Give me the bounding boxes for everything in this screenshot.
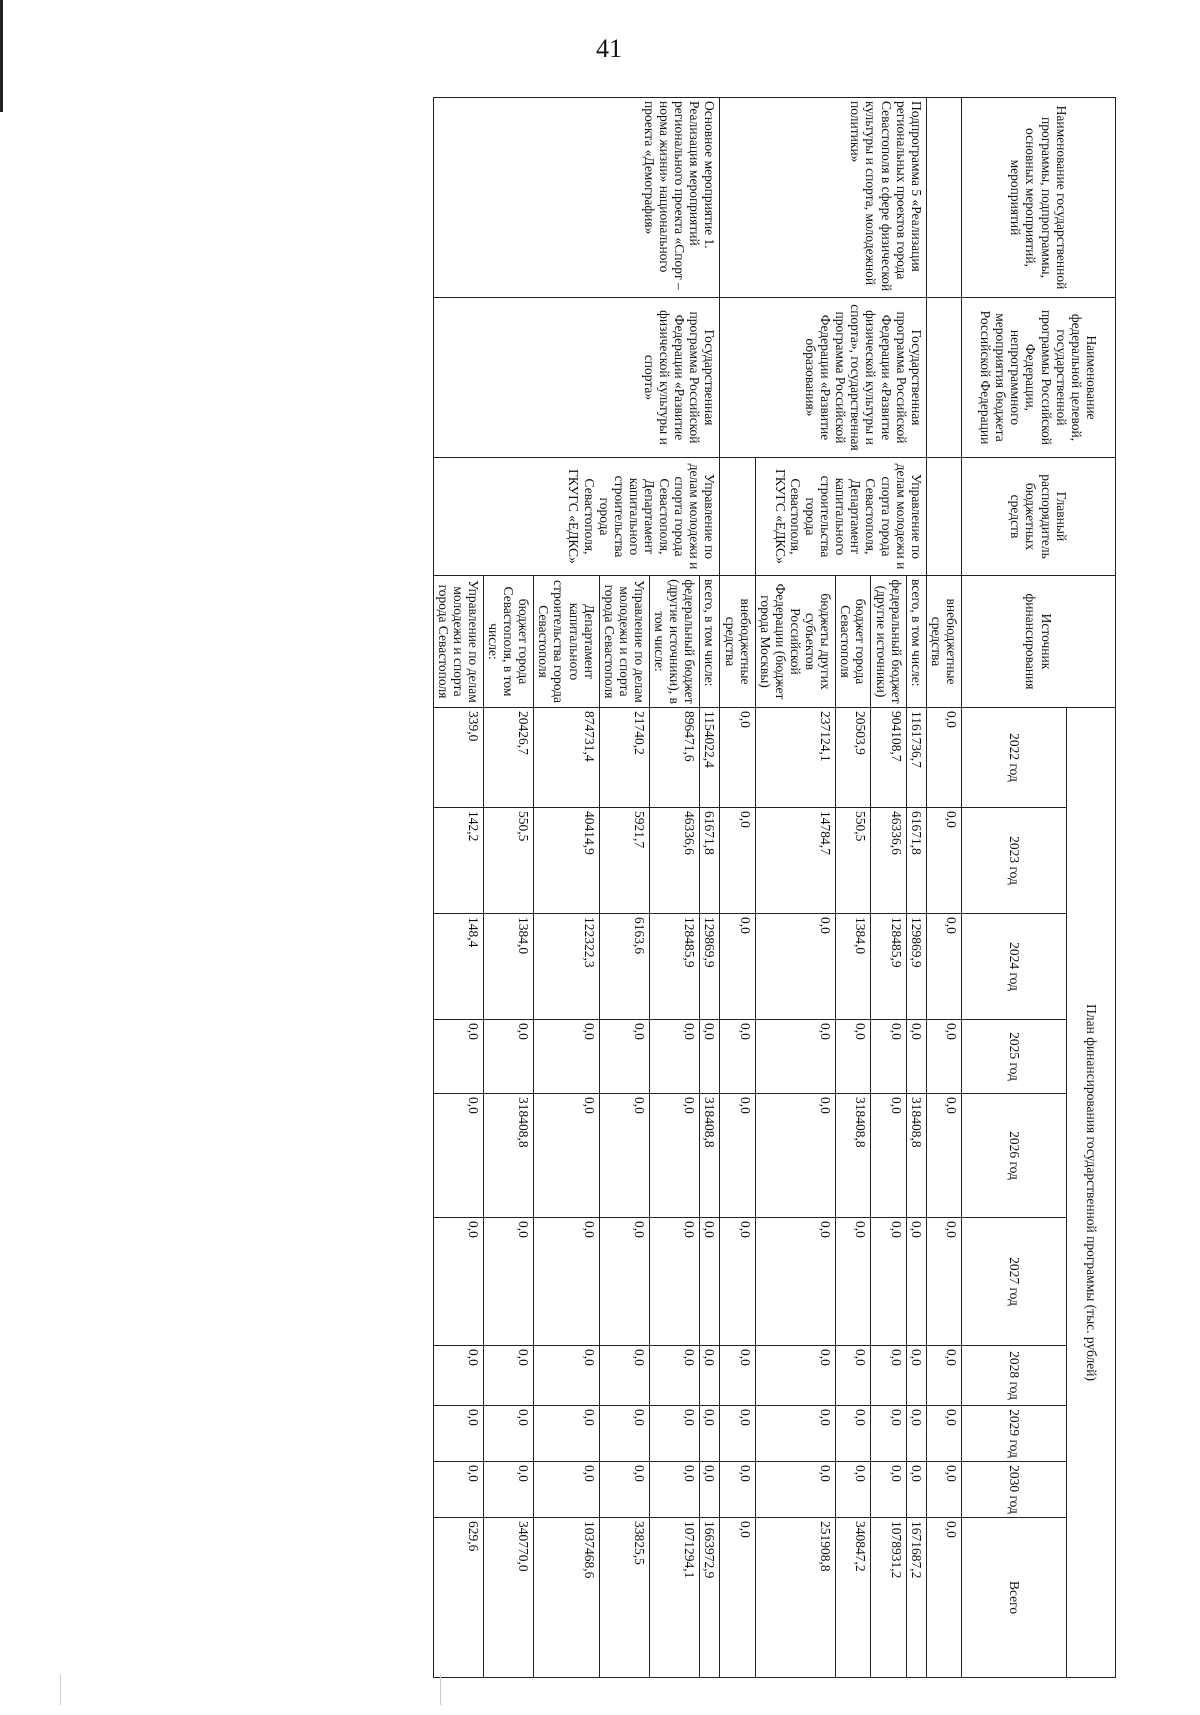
empty-cell [720, 458, 755, 576]
value-cell: 0,0 [755, 1462, 836, 1518]
header-year: 2028 год [962, 1346, 1067, 1406]
value-cell: 20426,7 [483, 708, 533, 808]
value-cell: 0,0 [720, 1346, 755, 1406]
value-cell: 0,0 [433, 1218, 483, 1346]
value-cell: 0,0 [720, 1020, 755, 1094]
value-cell: 0,0 [483, 1346, 533, 1406]
value-cell: 21740,2 [599, 708, 649, 808]
value-cell: 251908,8 [755, 1518, 836, 1678]
header-federal-program: Наименование федеральной целевой, государственной программы Российской Федерации, непрограммного мероприятия бюджета Российской Федерации [962, 298, 1116, 458]
value-cell: 0,0 [906, 1346, 926, 1406]
empty-cell [926, 458, 961, 576]
value-cell: 0,0 [700, 1218, 720, 1346]
header-year: 2030 год [962, 1462, 1067, 1518]
value-cell: 0,0 [926, 1406, 961, 1462]
value-cell: 129869,9 [906, 914, 926, 1020]
value-cell: 142,2 [433, 808, 483, 914]
value-cell: 0,0 [650, 1094, 700, 1218]
subprogram-federal-program: Государственная программа Российской Федерации «Развитие физической культуры и спорта», государственная программа Российской Федерации «Развитие образования» [720, 298, 926, 458]
value-cell: 40414,9 [534, 808, 599, 914]
value-cell: 318408,8 [906, 1094, 926, 1218]
value-cell: 904108,7 [871, 708, 906, 808]
value-cell: 1384,0 [836, 914, 871, 1020]
value-cell: 129869,9 [700, 914, 720, 1020]
value-cell: 0,0 [926, 1518, 961, 1678]
value-cell: 318408,8 [483, 1094, 533, 1218]
value-cell: 148,4 [433, 914, 483, 1020]
value-cell: 0,0 [650, 1346, 700, 1406]
value-cell: 0,0 [720, 1094, 755, 1218]
value-cell: 0,0 [755, 1346, 836, 1406]
value-cell: 0,0 [755, 1020, 836, 1094]
subprogram-manager: Управление по делам молодежи и спорта города Севастополя, Департамент капитального строительства города Севастополя, ГКУГС «ЕДКС» [755, 458, 926, 576]
source-cell: федеральный бюджет (другие источники), в том числе: [650, 576, 700, 708]
scan-artifact [440, 1675, 441, 1705]
value-cell: 0,0 [871, 1094, 906, 1218]
source-cell: бюджеты других субъектов Российской Федерации (бюджет города Москвы) [755, 576, 836, 708]
value-cell: 0,0 [755, 1094, 836, 1218]
value-cell: 0,0 [836, 1020, 871, 1094]
value-cell: 0,0 [650, 1406, 700, 1462]
value-cell: 0,0 [906, 1462, 926, 1518]
value-cell: 1078931,2 [871, 1518, 906, 1678]
value-cell: 550,5 [483, 808, 533, 914]
value-cell: 0,0 [534, 1218, 599, 1346]
value-cell: 20503,9 [836, 708, 871, 808]
financing-table [433, 97, 1116, 1678]
value-cell: 0,0 [836, 1218, 871, 1346]
value-cell: 0,0 [700, 1020, 720, 1094]
value-cell: 0,0 [599, 1462, 649, 1518]
value-cell: 46336,6 [650, 808, 700, 914]
main-event-manager: Управление по делам молодежи и спорта города Севастополя, Департамент капитального строительства города Севастополя, ГКУГС «ЕДКС» [433, 458, 720, 576]
value-cell: 0,0 [534, 1020, 599, 1094]
scan-artifact [60, 1675, 61, 1705]
header-year: 2024 год [962, 914, 1067, 1020]
table-row [926, 98, 961, 1678]
value-cell: 0,0 [906, 1020, 926, 1094]
header-plan-group: План финансирования государственной программы (тыс. рублей) [1067, 708, 1116, 1678]
value-cell: 61671,8 [700, 808, 720, 914]
value-cell: 61671,8 [906, 808, 926, 914]
empty-cell [926, 98, 961, 298]
value-cell: 0,0 [720, 708, 755, 808]
value-cell: 0,0 [720, 1518, 755, 1678]
table-row [906, 98, 926, 1678]
value-cell: 0,0 [483, 1020, 533, 1094]
value-cell: 0,0 [906, 1218, 926, 1346]
value-cell: 0,0 [483, 1406, 533, 1462]
value-cell: 550,5 [836, 808, 871, 914]
value-cell: 0,0 [836, 1346, 871, 1406]
value-cell: 0,0 [720, 914, 755, 1020]
value-cell: 237124,1 [755, 708, 836, 808]
value-cell: 0,0 [700, 1462, 720, 1518]
value-cell: 340770,0 [483, 1518, 533, 1678]
value-cell: 340847,2 [836, 1518, 871, 1678]
value-cell: 0,0 [483, 1218, 533, 1346]
value-cell: 339,0 [433, 708, 483, 808]
value-cell: 0,0 [871, 1020, 906, 1094]
value-cell: 0,0 [599, 1094, 649, 1218]
value-cell: 0,0 [871, 1462, 906, 1518]
value-cell: 0,0 [871, 1218, 906, 1346]
value-cell: 0,0 [650, 1218, 700, 1346]
header-year: 2027 год [962, 1218, 1067, 1346]
header-source: Источник финансирования [962, 576, 1116, 708]
table-row [700, 98, 720, 1678]
value-cell: 0,0 [534, 1406, 599, 1462]
source-cell: всего, в том числе: [906, 576, 926, 708]
source-cell: бюджет города Севастополя, в том числе: [483, 576, 533, 708]
source-cell: бюджет города Севастополя [836, 576, 871, 708]
value-cell: 0,0 [755, 914, 836, 1020]
value-cell: 0,0 [871, 1346, 906, 1406]
value-cell: 0,0 [755, 1218, 836, 1346]
value-cell: 5921,7 [599, 808, 649, 914]
value-cell: 896471,6 [650, 708, 700, 808]
value-cell: 629,6 [433, 1518, 483, 1678]
value-cell: 0,0 [534, 1462, 599, 1518]
value-cell: 1071294,1 [650, 1518, 700, 1678]
value-cell: 874731,4 [534, 708, 599, 808]
value-cell: 0,0 [871, 1406, 906, 1462]
value-cell: 0,0 [755, 1406, 836, 1462]
rotated-table-container [196, 97, 1116, 1677]
value-cell: 1663972,9 [700, 1518, 720, 1678]
value-cell: 1384,0 [483, 914, 533, 1020]
value-cell: 0,0 [720, 1406, 755, 1462]
value-cell: 0,0 [599, 1218, 649, 1346]
value-cell: 0,0 [433, 1462, 483, 1518]
header-year: 2025 год [962, 1020, 1067, 1094]
value-cell: 0,0 [926, 1462, 961, 1518]
value-cell: 0,0 [720, 1462, 755, 1518]
value-cell: 122322,3 [534, 914, 599, 1020]
value-cell: 0,0 [599, 1346, 649, 1406]
value-cell: 1671687,2 [906, 1518, 926, 1678]
value-cell: 0,0 [433, 1020, 483, 1094]
source-cell: Департамент капитального строительства города Севастополя [534, 576, 599, 708]
header-year: 2022 год [962, 708, 1067, 808]
value-cell: 0,0 [650, 1020, 700, 1094]
value-cell: 0,0 [926, 914, 961, 1020]
value-cell: 0,0 [926, 1346, 961, 1406]
value-cell: 0,0 [534, 1346, 599, 1406]
source-cell: всего, в том числе: [700, 576, 720, 708]
main-event-name: Основное мероприятие 1. Реализация мероприятий регионального проекта «Спорт – норма жизни» национального проекта «Демография» [433, 98, 720, 298]
value-cell: 1154022,4 [700, 708, 720, 808]
value-cell: 0,0 [433, 1346, 483, 1406]
value-cell: 0,0 [720, 1218, 755, 1346]
value-cell: 0,0 [836, 1406, 871, 1462]
source-cell: Управление по делам молодежи и спорта города Севастополя [433, 576, 483, 708]
value-cell: 0,0 [926, 1020, 961, 1094]
value-cell: 0,0 [650, 1462, 700, 1518]
value-cell: 0,0 [720, 808, 755, 914]
value-cell: 1037468,6 [534, 1518, 599, 1678]
header-year: 2023 год [962, 808, 1067, 914]
source-cell: внебюджетные средства [720, 576, 755, 708]
empty-cell [926, 298, 961, 458]
header-total: Всего [962, 1518, 1067, 1678]
value-cell: 0,0 [926, 1094, 961, 1218]
value-cell: 0,0 [926, 708, 961, 808]
value-cell: 128485,9 [650, 914, 700, 1020]
value-cell: 1161736,7 [906, 708, 926, 808]
value-cell: 0,0 [483, 1462, 533, 1518]
value-cell: 0,0 [926, 1218, 961, 1346]
value-cell: 0,0 [433, 1406, 483, 1462]
page-number: 41 [596, 34, 622, 63]
main-event-federal-program: Государственная программа Российской Федерации «Развитие физической культуры и спорта» [433, 298, 720, 458]
value-cell: 33825,5 [599, 1518, 649, 1678]
source-cell: внебюджетные средства [926, 576, 961, 708]
source-cell: федеральный бюджет (другие источники) [871, 576, 906, 708]
value-cell: 0,0 [433, 1094, 483, 1218]
value-cell: 318408,8 [836, 1094, 871, 1218]
value-cell: 128485,9 [871, 914, 906, 1020]
value-cell: 0,0 [906, 1406, 926, 1462]
value-cell: 0,0 [836, 1462, 871, 1518]
header-manager: Главный распорядитель бюджетных средств [962, 458, 1116, 576]
value-cell: 14784,7 [755, 808, 836, 914]
value-cell: 318408,8 [700, 1094, 720, 1218]
value-cell: 0,0 [599, 1406, 649, 1462]
header-name: Наименование государственной программы, подпрограммы, основных мероприятий, мероприятий [962, 98, 1116, 298]
value-cell: 0,0 [700, 1406, 720, 1462]
value-cell: 46336,6 [871, 808, 906, 914]
subprogram-name: Подпрограмма 5 «Реализация региональных проектов города Севастополя в сфере физической культуры и спорта, молодежной политики» [720, 98, 926, 298]
header-year: 2026 год [962, 1094, 1067, 1218]
value-cell: 0,0 [926, 808, 961, 914]
source-cell: Управление по делам молодежи и спорта города Севастополя [599, 576, 649, 708]
value-cell: 0,0 [534, 1094, 599, 1218]
page-edge-mark [0, 0, 3, 112]
value-cell: 0,0 [599, 1020, 649, 1094]
value-cell: 0,0 [700, 1346, 720, 1406]
header-year: 2029 год [962, 1406, 1067, 1462]
value-cell: 6163,6 [599, 914, 649, 1020]
